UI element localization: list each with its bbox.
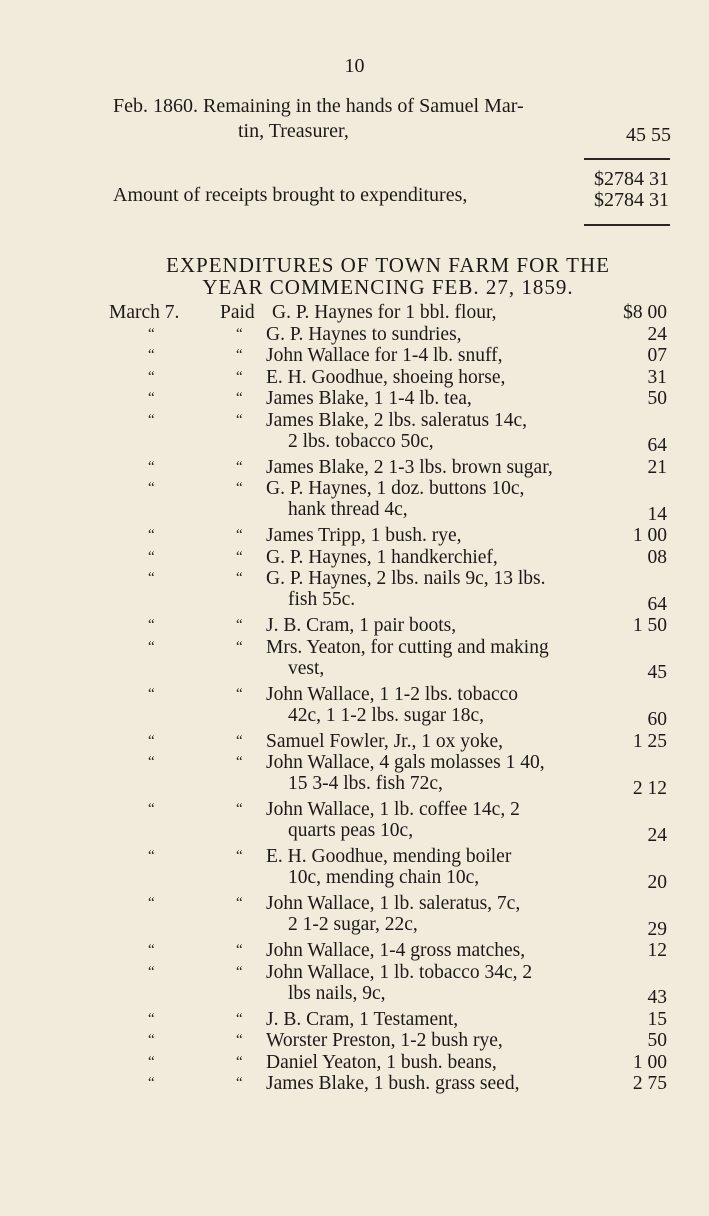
entry-description [266,478,596,520]
entry-description-continued: 10c, mending chain 10c, [288,867,480,888]
ditto-mark-date: “ [148,347,155,363]
entry-description-text: G. P. Haynes for 1 bbl. flour, [272,302,497,323]
entry-amount: 31 [647,366,667,388]
entry-amount: 20 [647,871,667,893]
entry-amount: 2 75 [632,1073,667,1094]
entry-description-text: Mrs. Yeaton, for cutting and making [266,636,549,658]
entry-description-text: G. P. Haynes, 1 doz. buttons 10c, [266,478,525,499]
entry-description-text: J. B. Cram, 1 Testament, [266,1008,459,1030]
ditto-mark-paid: “ [236,458,243,475]
ditto-mark-paid: “ [236,638,243,655]
entry-description [266,457,596,478]
ditto-mark-paid: “ [236,1032,243,1048]
entry-description [266,1052,596,1073]
entry-description [266,1009,596,1030]
entry-amount: 21 [647,456,667,478]
entry-amount: 43 [647,987,667,1008]
entry-description [266,846,596,888]
ditto-mark-paid: “ [236,1053,243,1070]
ditto-mark-date: “ [148,325,155,342]
entry-amount: 1 00 [632,525,667,546]
treasurer-line-1: Feb. 1860. Remaining in the hands of Samuel Mar- [113,95,524,117]
ditto-mark-date: “ [148,1053,155,1070]
entry-amount: 50 [647,1030,667,1051]
entry-description-text: Worster Preston, 1-2 bush rye, [266,1030,503,1051]
ditto-mark-paid: “ [236,848,243,864]
ditto-mark-date: “ [148,527,155,543]
ditto-mark-paid: “ [236,801,243,817]
entry-amount: $8 00 [623,302,667,323]
ditto-mark-paid: “ [236,942,243,958]
entry-description-text: John Wallace, 4 gals molasses 1 40, [266,752,545,773]
total-amount-1: $2784 31 [594,168,669,190]
ditto-mark-date: “ [148,732,155,749]
sum-rule-bottom [584,224,670,226]
entry-description [266,893,596,935]
entry-description [266,1073,596,1094]
ditto-mark-paid: “ [236,570,243,586]
ditto-mark-date: “ [148,1032,155,1048]
entry-description [266,962,596,1004]
ditto-mark-date: “ [148,617,155,633]
entry-description [266,615,596,636]
entry-description-text: John Wallace, 1 lb. tobacco 34c, 2 [266,961,533,983]
entry-amount: 12 [647,940,667,961]
entry-amount: 29 [647,918,667,940]
entry-description [266,388,596,409]
entry-description-continued: 2 lbs. tobacco 50c, [288,430,434,452]
treasurer-line-2: tin, Treasurer, [238,120,349,142]
ditto-mark-date: “ [148,548,155,565]
entry-description-continued: fish 55c. [288,589,356,610]
entry-description [266,345,596,366]
ditto-mark-date: “ [148,848,155,864]
entry-description [266,637,596,679]
entry-description-text: John Wallace for 1-4 lb. snuff, [266,345,503,366]
ditto-mark-date: “ [148,754,155,770]
ditto-mark-date: “ [148,390,155,406]
entry-amount: 50 [647,388,667,409]
ditto-mark-date: “ [148,1075,155,1091]
entry-amount: 07 [647,345,667,366]
ditto-mark-date: “ [148,480,155,496]
entry-description-continued: 15 3-4 lbs. fish 72c, [288,773,443,794]
ditto-mark-date: “ [148,685,155,702]
entry-date: March 7. [109,302,180,323]
section-title-line-1: EXPENDITURES OF TOWN FARM FOR THE [166,253,610,277]
ditto-mark-paid: “ [236,368,243,385]
entry-amount: 1 00 [632,1051,667,1073]
ditto-mark-date: “ [148,801,155,817]
entry-amount: 64 [647,435,667,456]
entry-description [266,525,596,546]
entry-description-continued: 2 1-2 sugar, 22c, [288,914,418,935]
entry-description-continued: hank thread 4c, [288,499,408,520]
entry-description-text: John Wallace, 1 lb. saleratus, 7c, [266,893,521,914]
ditto-mark-paid: “ [236,390,243,406]
treasurer-amount: 45 55 [626,124,671,146]
ditto-mark-paid: “ [236,754,243,770]
entry-description [266,799,596,841]
ditto-mark-date: “ [148,1010,155,1027]
ditto-mark-date: “ [148,638,155,655]
ditto-mark-paid: “ [236,963,243,980]
total-amount-2: $2784 31 [594,189,669,211]
entry-description-continued: 42c, 1 1-2 lbs. sugar 18c, [288,704,485,726]
page-number: 10 [344,55,365,77]
entry-description [266,684,596,726]
entry-amount: 1 50 [632,615,667,636]
entry-paid: Paid [220,302,255,323]
entry-description [266,367,596,388]
ditto-mark-paid: “ [236,732,243,749]
entry-description-text: Daniel Yeaton, 1 bush. beans, [266,1051,497,1073]
entry-description-text: James Blake, 2 lbs. saleratus 14c, [266,409,528,431]
entry-description [266,731,596,752]
entry-amount: 08 [647,546,667,568]
entry-amount: 24 [647,824,667,846]
ditto-mark-paid: “ [236,617,243,633]
entry-description-text: James Tripp, 1 bush. rye, [266,525,462,546]
entry-description-text: John Wallace, 1 lb. coffee 14c, 2 [266,799,520,820]
ditto-mark-paid: “ [236,480,243,496]
ditto-mark-paid: “ [236,1075,243,1091]
entry-amount: 64 [647,593,667,615]
entry-description [266,568,596,610]
entry-description-text: G. P. Haynes, 2 lbs. nails 9c, 13 lbs. [266,568,546,589]
entry-description-text: J. B. Cram, 1 pair boots, [266,615,457,636]
ditto-mark-date: “ [148,368,155,385]
entry-amount: 1 25 [632,730,667,752]
entry-description [266,547,596,568]
ditto-mark-paid: “ [236,411,243,428]
ditto-mark-date: “ [148,570,155,586]
entry-description [266,752,596,794]
entry-description-text: E. H. Goodhue, mending boiler [266,846,512,867]
entry-amount: 60 [647,709,667,730]
entry-amount: 14 [647,503,667,525]
ditto-mark-paid: “ [236,685,243,702]
entry-amount: 24 [647,323,667,345]
ditto-mark-paid: “ [236,548,243,565]
ditto-mark-paid: “ [236,895,243,911]
ditto-mark-date: “ [148,411,155,428]
entry-description-continued: quarts peas 10c, [288,820,414,841]
entry-description [266,324,596,345]
ditto-mark-date: “ [148,963,155,980]
ditto-mark-date: “ [148,895,155,911]
entry-amount: 2 12 [632,777,667,799]
entry-description-text: James Blake, 1 1-4 lb. tea, [266,388,472,409]
entry-description-text: John Wallace, 1-4 gross matches, [266,940,526,961]
entry-description [266,940,596,961]
ditto-mark-date: “ [148,942,155,958]
entry-description-text: G. P. Haynes, 1 handkerchief, [266,546,498,568]
ditto-mark-paid: “ [236,1010,243,1027]
entry-description [266,410,596,452]
entry-amount: 45 [647,662,667,683]
entry-description-text: James Blake, 1 bush. grass seed, [266,1073,520,1094]
entry-description-text: James Blake, 2 1-3 lbs. brown sugar, [266,456,553,478]
ditto-mark-paid: “ [236,347,243,363]
ditto-mark-paid: “ [236,325,243,342]
entry-description-text: John Wallace, 1 1-2 lbs. tobacco [266,683,519,705]
entry-description [266,1030,596,1051]
ditto-mark-date: “ [148,458,155,475]
entry-description-continued: vest, [288,657,325,679]
entry-description-text: G. P. Haynes to sundries, [266,323,462,345]
entry-description-continued: lbs nails, 9c, [288,982,386,1004]
entry-description-text: Samuel Fowler, Jr., 1 ox yoke, [266,730,503,752]
section-title-line-2: YEAR COMMENCING FEB. 27, 1859. [202,275,574,299]
amount-receipts-label: Amount of receipts brought to expenditures, [113,184,468,206]
sum-rule-top [584,158,670,160]
entry-description [272,302,602,323]
entry-description-text: E. H. Goodhue, shoeing horse, [266,366,506,388]
entry-amount: 15 [647,1008,667,1030]
ditto-mark-paid: “ [236,527,243,543]
